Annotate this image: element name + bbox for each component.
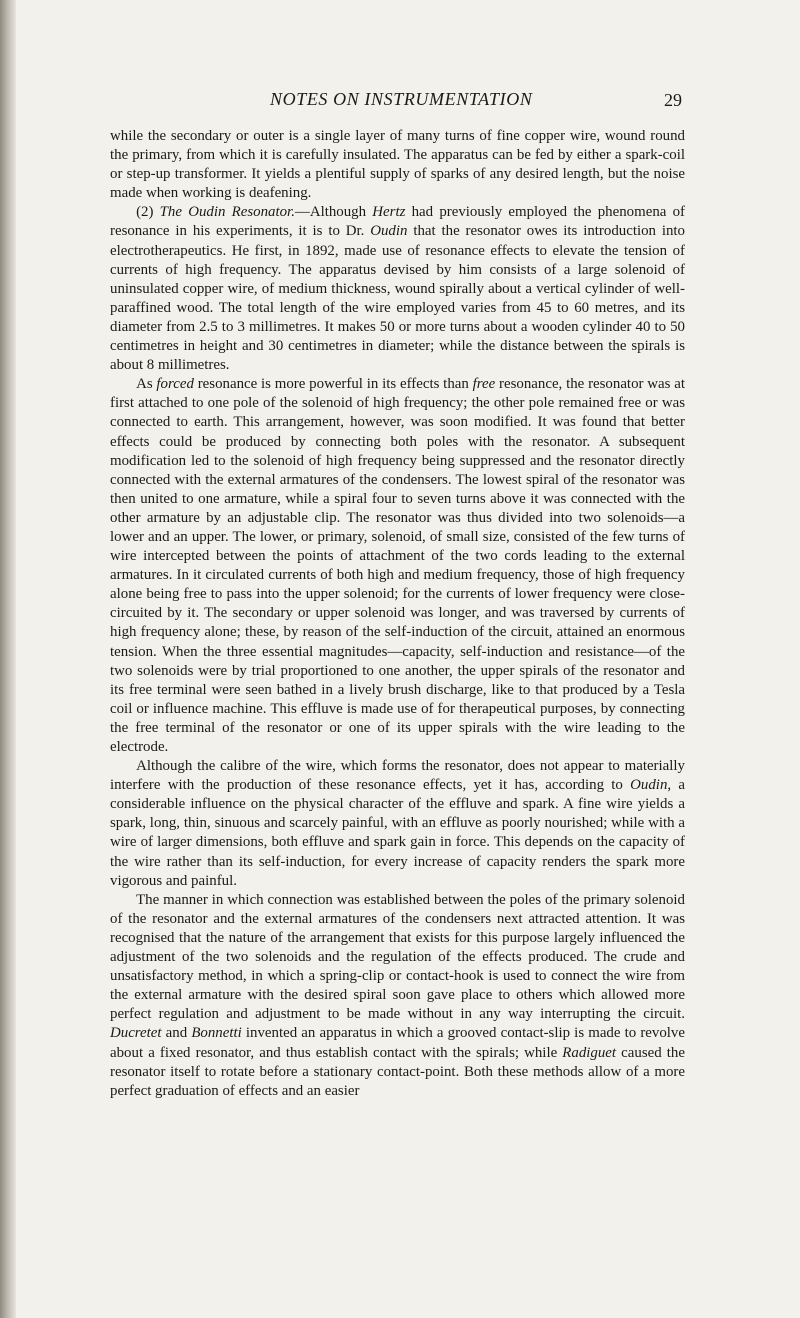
name-hertz: Hertz	[372, 204, 406, 221]
paragraph-wire-calibre	[110, 757, 685, 891]
text-run: —Although	[294, 204, 373, 221]
section-number: (2)	[136, 204, 160, 221]
text-run: had previously employed the phenomena of resonance in his experiments, it is to Dr.	[110, 204, 685, 240]
name-ducretet: Ducretet	[110, 1025, 162, 1042]
name-oudin: Oudin	[630, 777, 668, 794]
name-radiguet: Radiguet	[562, 1044, 617, 1061]
text-run: invented an apparatus in which a grooved contact-slip is made to revolve about a fixed resonator, and thus establish contact with the spirals; while	[110, 1025, 685, 1061]
text-run: Although the calibre of the wire, which forms the resonator, does not appear to materially interfere with the production of these resonance effects, yet it has, according to	[110, 758, 685, 794]
body-text	[110, 127, 685, 1101]
text-run: resonance, the resonator was at first attached to one pole of the solenoid of high frequency; the other pole remained free or was connected to earth. This arrangement, however, was soon modified. It was found that better effects could be produced by connecting both poles with the resonator. A subsequent modification led to the solenoid of high frequency being suppressed and the resonator directly connected with the external armatures of the condensers. The lowest spiral of the resonator was then united to one armature, while a spiral four to seven turns above it was connected with the other armature by an adjustable clip. The resonator was thus divided into two solenoids—a lower and an upper. The lower, or primary, solenoid, of small size, consisted of the few turns of wire intercepted between the points of attachment of the two cords leading to the external armatures. In it circulated currents of both high and medium frequency, those of high frequency alone being free to pass into the upper solenoid; for the currents of lower frequency were close-circuited by it. The secondary or upper solenoid was longer, and was traversed by currents of high frequency alone; these, by reason of the self-induction of the circuit, attained an enormous tension. When the three essential magnitudes—capacity, self-induction and resistance—of the two solenoids were by trial proportioned to one another, the upper spirals of the resonator and its free terminal were seen bathed in a lively brush discharge, like to that produced by a Tesla coil or influence machine. This effluve is made use of for therapeutical purposes, by connecting the free terminal of the resonator or one of its upper spirals with the wire leading to the electrode.	[110, 376, 685, 755]
text-run: resonance is more powerful in its effects than	[193, 376, 473, 393]
term-forced: forced	[156, 376, 194, 393]
paragraph-1: while the secondary or outer is a single layer of many turns of fine copper wire, wound round the primary, from which it is carefully insulated. The apparatus can be fed by either a spark-coil or step-up transformer. It yields a plentiful supply of sparks of any desired length, but the noise made when working is deafening.	[110, 128, 685, 202]
text-run: The manner in which connection was established between the poles of the primary solenoid of the resonator and the external armatures of the condensers next attracted attention. It was recognised that the nature of the arrangement that exists for this purpose largely influenced the adjustment of the two solenoids and the regulation of the effects produced. The crude and unsatisfactory method, in which a spring-clip or contact-hook is used to connect the wire from the external armature with the desired spiral soon gave place to others which allowed more perfect regulation and adjustment to be made without in any way interrupting the circuit.	[110, 891, 685, 1023]
term-free: free	[472, 376, 496, 393]
text-run: that the resonator owes its introduction into electrotherapeutics. He first, in 1892, made use of resonance effects to elevate the tension of currents of high frequency. The apparatus devised by him consists of a large solenoid of uninsulated copper wire, of medium thickness, wound spirally about a vertical cylinder of well-paraffined wood. The total length of the wire employed varies from 45 to 60 metres, and its diameter from 2.5 to 3 millimetres. It makes 50 or more turns about a wooden cylinder 40 to 50 centimetres in height and 30 centimetres in diameter; while the distance between the spirals is about 8 millimetres.	[110, 223, 686, 374]
name-oudin: Oudin	[370, 223, 408, 240]
text-run: and	[161, 1025, 192, 1042]
running-title: NOTES ON INSTRUMENTATION	[270, 89, 533, 109]
section-title: The Oudin Resonator.	[159, 204, 295, 221]
paragraph-oudin-resonator	[110, 203, 685, 375]
text-run: As	[136, 376, 157, 393]
page-number: 29	[664, 90, 682, 110]
paragraph-forced-resonance	[110, 375, 685, 757]
paragraph-connection	[110, 891, 685, 1101]
text-run: caused the resonator itself to rotate before a stationary contact-point. Both these methods allow of a more perfect graduation of effects and an easier	[110, 1044, 685, 1099]
text-run: , a considerable influence on the physical character of the effluve and spark. A fine wire yields a spark, long, thin, sinuous and scarcely painful, with an effluve as poorly nourished; while with a wire of larger dimensions, both effluve and spark gain in force. This depends on the capacity of the wire rather than its self-induction, for every increase of capacity renders the spark more vigorous and painful.	[110, 777, 685, 889]
name-bonnetti: Bonnetti	[191, 1025, 242, 1042]
